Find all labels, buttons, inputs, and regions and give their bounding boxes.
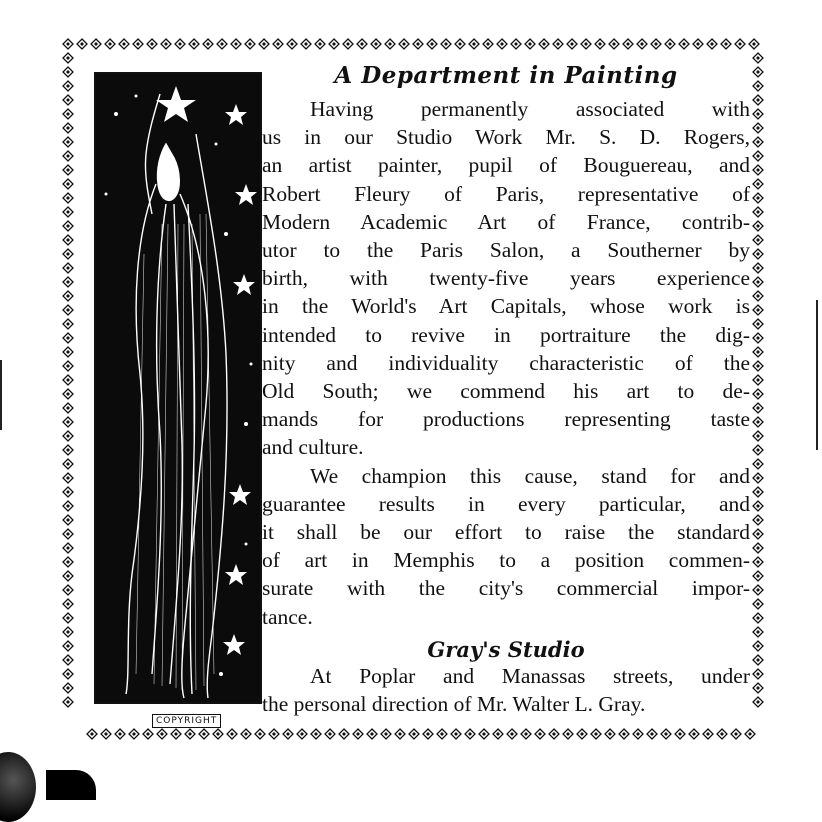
- text-line: At Poplar and Manassas streets, under: [310, 663, 750, 688]
- border-diamond: [753, 249, 763, 259]
- border-diamond: [647, 729, 657, 739]
- border-diamond: [255, 729, 265, 739]
- border-diamond: [753, 487, 763, 497]
- border-diamond: [87, 729, 97, 739]
- border-diamond: [451, 729, 461, 739]
- border-diamond: [753, 585, 763, 595]
- border-diamond: [753, 67, 763, 77]
- border-diamond: [619, 729, 629, 739]
- border-diamond: [753, 95, 763, 105]
- border-diamond: [605, 729, 615, 739]
- border-diamond: [753, 641, 763, 651]
- text-line: in the World's Art Capitals, whose work is: [262, 294, 750, 319]
- border-diamond: [753, 389, 763, 399]
- border-diamond: [437, 729, 447, 739]
- border-diamond: [753, 417, 763, 427]
- border-diamond: [689, 729, 699, 739]
- border-diamond: [115, 729, 125, 739]
- text-line: mands for productions representing taste: [262, 407, 750, 432]
- text-line: Having permanently associated with: [310, 97, 750, 121]
- border-diamond: [577, 729, 587, 739]
- border-diamond: [661, 729, 671, 739]
- border-diamond: [507, 729, 517, 739]
- text-line: We champion this cause, stand for and: [310, 463, 750, 488]
- border-diamond: [731, 729, 741, 739]
- border-diamond: [753, 263, 763, 273]
- studio-name: Gray's Studio: [427, 636, 585, 662]
- border-diamond: [753, 459, 763, 469]
- page-edge-rule-right: [816, 300, 818, 450]
- border-diamond: [753, 123, 763, 133]
- border-diamond: [297, 729, 307, 739]
- border-diamond: [753, 669, 763, 679]
- border-diamond: [753, 235, 763, 245]
- border-diamond: [753, 473, 763, 483]
- border-diamond: [675, 729, 685, 739]
- border-diamond: [521, 729, 531, 739]
- text-line: it shall be our effort to raise the standard: [262, 520, 750, 545]
- page-edge-letter-fragment: [46, 770, 96, 800]
- border-diamond: [633, 729, 643, 739]
- border-diamond: [465, 729, 475, 739]
- border-diamond: [325, 729, 335, 739]
- border-diamond: [563, 729, 573, 739]
- border-diamond: [493, 729, 503, 739]
- border-diamond: [283, 729, 293, 739]
- text-line: surate with the city's commercial impor-: [262, 576, 750, 601]
- border-diamond: [157, 729, 167, 739]
- border-diamond: [381, 729, 391, 739]
- text-line: Robert Fleury of Paris, representative of: [262, 181, 750, 206]
- paragraph-2: [262, 462, 750, 631]
- female-figure-with-stars-icon: [96, 74, 260, 702]
- border-diamond: [753, 151, 763, 161]
- copyright-tag: COPYRIGHT: [152, 714, 221, 728]
- border-diamond: [241, 729, 251, 739]
- headline: A Department in Painting: [334, 62, 678, 89]
- border-diamond: [395, 729, 405, 739]
- text-line: nity and individuality characteristic of the: [262, 350, 750, 375]
- border-diamond: [269, 729, 279, 739]
- border-diamond: [753, 319, 763, 329]
- border-diamond: [753, 109, 763, 119]
- border-diamond: [753, 683, 763, 693]
- border-diamond: [753, 305, 763, 315]
- border-diamond: [535, 729, 545, 739]
- border-diamond: [703, 729, 713, 739]
- border-diamond: [753, 179, 763, 189]
- border-diamond: [199, 729, 209, 739]
- border-diamond: [353, 729, 363, 739]
- text-line: us in our Studio Work Mr. S. D. Rogers,: [262, 125, 750, 150]
- text-line: birth, with twenty-five years experience: [262, 266, 750, 291]
- text-line: and culture.: [262, 435, 364, 460]
- border-diamond: [311, 729, 321, 739]
- border-diamond: [753, 403, 763, 413]
- text-line: intended to revive in portraiture the dig-: [262, 322, 750, 347]
- text-line: Modern Academic Art of France, contrib-: [262, 209, 750, 234]
- border-diamond: [753, 333, 763, 343]
- border-diamond: [753, 137, 763, 147]
- border-diamond: [753, 655, 763, 665]
- border-diamond: [753, 81, 763, 91]
- advertisement: [70, 40, 750, 730]
- border-diamond: [129, 729, 139, 739]
- border-diamond: [367, 729, 377, 739]
- page-edge-rule-left: [0, 360, 2, 430]
- border-diamond: [753, 501, 763, 511]
- border-diamond: [549, 729, 559, 739]
- border-diamond: [753, 347, 763, 357]
- ad-text-column: [262, 62, 750, 718]
- border-diamond: [753, 221, 763, 231]
- border-diamond: [591, 729, 601, 739]
- border-diamond: [753, 557, 763, 567]
- border-diamond: [423, 729, 433, 739]
- border-diamond: [749, 39, 759, 49]
- illustration-panel: [94, 72, 262, 726]
- border-diamond: [101, 729, 111, 739]
- border-diamond: [227, 729, 237, 739]
- border-diamond: [185, 729, 195, 739]
- border-diamond: [409, 729, 419, 739]
- border-diamond: [339, 729, 349, 739]
- border-diamond: [213, 729, 223, 739]
- border-diamond: [745, 729, 755, 739]
- border-diamond: [753, 375, 763, 385]
- text-line: an artist painter, pupil of Bouguereau, and: [262, 153, 750, 178]
- border-diamond: [753, 613, 763, 623]
- text-line: the personal direction of Mr. Walter L. Gray.: [262, 692, 646, 717]
- border-diamond: [753, 291, 763, 301]
- paragraph-3: [262, 662, 750, 718]
- border-diamond: [753, 697, 763, 707]
- border-diamond: [753, 431, 763, 441]
- border-diamond: [171, 729, 181, 739]
- border-diamond: [753, 277, 763, 287]
- text-line: utor to the Paris Salon, a Southerner by: [262, 238, 750, 263]
- border-diamond: [753, 543, 763, 553]
- border-diamond: [143, 729, 153, 739]
- border-diamond: [753, 445, 763, 455]
- border-diamond: [717, 729, 727, 739]
- border-diamond: [753, 515, 763, 525]
- border-diamond: [753, 627, 763, 637]
- border-diamond: [753, 193, 763, 203]
- border-diamond: [753, 165, 763, 175]
- border-diamond: [753, 53, 763, 63]
- text-line: tance.: [262, 604, 313, 629]
- text-line: Old South; we commend his art to de-: [262, 379, 750, 404]
- border-diamond: [753, 207, 763, 217]
- border-diamond: [753, 529, 763, 539]
- border-diamond: [753, 361, 763, 371]
- text-line: guarantee results in every particular, and: [262, 491, 750, 516]
- border-diamond: [753, 571, 763, 581]
- border-diamond: [479, 729, 489, 739]
- text-line: of art in Memphis to a position commen-: [262, 548, 750, 573]
- paragraph-1: [262, 95, 750, 462]
- border-diamond: [753, 599, 763, 609]
